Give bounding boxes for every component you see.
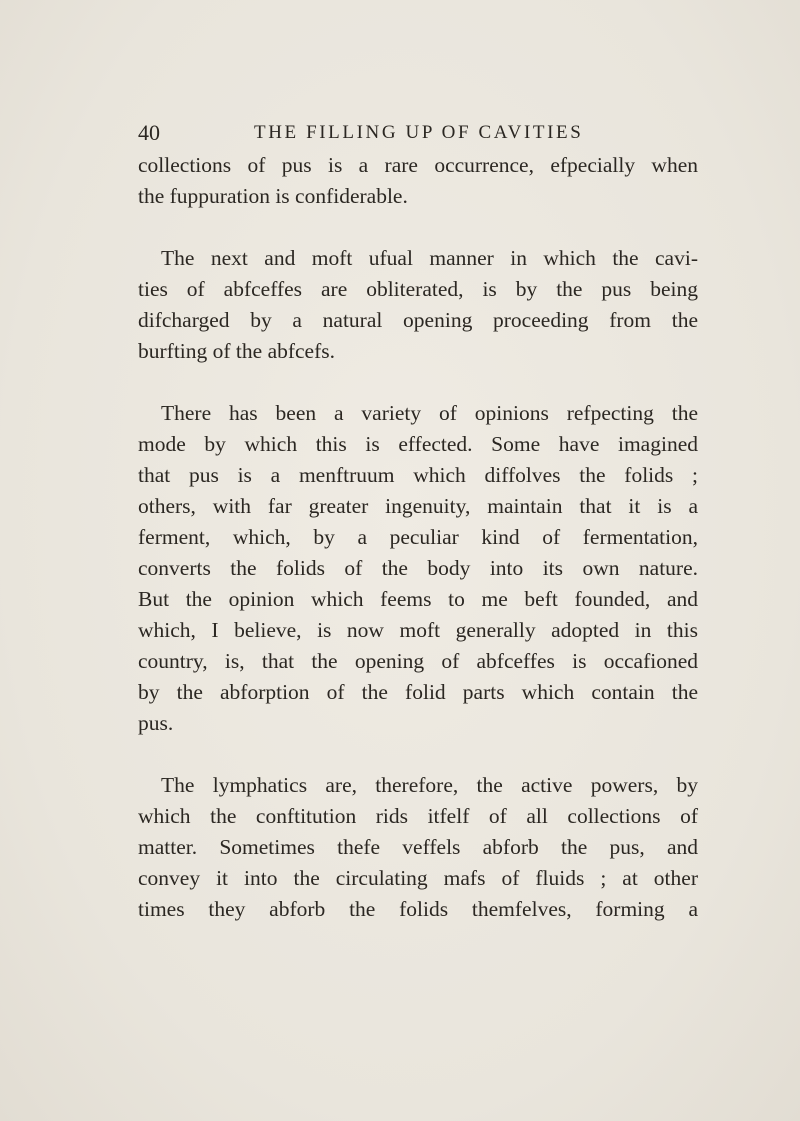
paragraph xyxy=(138,243,698,367)
text-line: convey it into the circulating mafs of fluids ; at other xyxy=(138,866,698,890)
text-line: country, is, that the opening of abfceffes is occafioned xyxy=(138,649,698,673)
text-line: converts the folids of the body into its own nature. xyxy=(138,556,698,580)
text-line: The lymphatics are, therefore, the active powers, by xyxy=(161,773,698,797)
text-line: others, with far greater ingenuity, maintain that it is a xyxy=(138,494,698,518)
text-line: the fuppuration is confiderable. xyxy=(138,184,408,208)
page-number: 40 xyxy=(138,120,160,145)
text-line: times they abforb the folids themfelves, forming a xyxy=(138,897,698,921)
page-header xyxy=(138,118,698,148)
text-line: that pus is a menftruum which diffolves the folids ; xyxy=(138,463,698,487)
paragraph-gap xyxy=(138,739,698,770)
text-line: collections of pus is a rare occurrence, efpecially when xyxy=(138,153,698,177)
text-line: ties of abfceffes are obliterated, is by the pus being xyxy=(138,277,698,301)
text-line: difcharged by a natural opening proceeding from the xyxy=(138,308,698,332)
text-line: which the conftitution rids itfelf of all collections of xyxy=(138,804,698,828)
paragraph-gap xyxy=(138,367,698,398)
body-text xyxy=(138,150,698,925)
text-line: which, I believe, is now moft generally adopted in this xyxy=(138,618,698,642)
paragraph xyxy=(138,770,698,925)
text-line: by the abforption of the folid parts which contain the xyxy=(138,680,698,704)
text-line: ferment, which, by a peculiar kind of fermentation, xyxy=(138,525,698,549)
text-line: pus. xyxy=(138,711,174,735)
text-line: There has been a variety of opinions refpecting the xyxy=(161,401,698,425)
paragraph xyxy=(138,150,698,212)
running-head: THE FILLING UP OF CAVITIES xyxy=(254,122,584,143)
paragraph xyxy=(138,398,698,739)
text-line: burfting of the abfcefs. xyxy=(138,339,336,363)
text-line: The next and moft ufual manner in which the cavi- xyxy=(161,246,698,270)
text-line: But the opinion which feems to me beft founded, and xyxy=(138,587,698,611)
text-line: mode by which this is effected. Some have imagined xyxy=(138,432,698,456)
text-line: matter. Sometimes thefe veffels abforb the pus, and xyxy=(138,835,698,859)
paragraph-gap xyxy=(138,212,698,243)
